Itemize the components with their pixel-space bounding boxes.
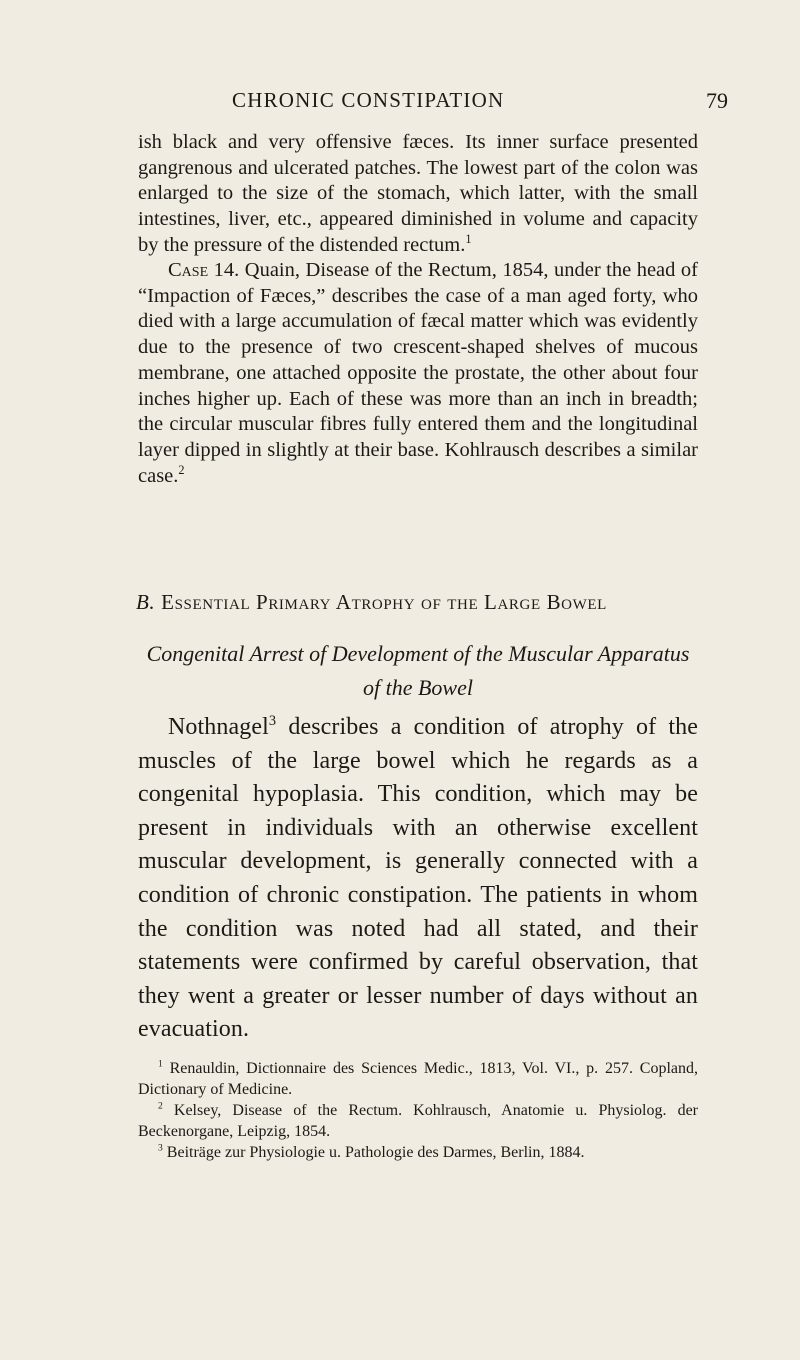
paragraph-continued xyxy=(138,130,698,259)
paragraph-case-14 xyxy=(138,258,698,489)
footnote-number: 3 xyxy=(158,1142,163,1154)
footnote-number: 2 xyxy=(158,1100,163,1112)
footnote-ref-3: 3 xyxy=(268,713,277,729)
section-title: Essential Primary Atrophy of the Large Bowel xyxy=(161,590,607,614)
footnote-3 xyxy=(138,1142,698,1163)
author-name: Nothnagel xyxy=(168,714,269,740)
section-letter: B. xyxy=(136,590,156,614)
footnote-ref-2: 2 xyxy=(178,462,185,477)
page-number: 79 xyxy=(706,88,728,113)
footnote-text: Beiträge zur Physiologie u. Pathologie des Darmes, Berlin, 1884. xyxy=(162,1144,585,1161)
paragraph-2-text: Quain, Disease of the Rectum, 1854, under the head of “Impaction of Fæces,” describes the case of a man aged forty, who died with a large accumulation of fæcal matter which was evidently due to the presence of two crescent-shaped shelves of mucous membrane, one attached opposite the prostate, the other about four inches higher up. Each of these was more than an inch in breadth; the circular muscular fibres fully entered them and the longitudinal layer dipped in slightly at their base. Kohlrausch describes a similar case. xyxy=(138,259,698,487)
paragraph-1-text: ish black and very offensive fæces. Its inner surface presented gangrenous and ulcerated patches. The lowest part of the colon was enlarged to the size of the stomach, which latter, with the small intestines, liver, etc., appeared diminished in volume and capacity by the pressure of the distended rectum. xyxy=(138,131,698,256)
footnote-number: 1 xyxy=(158,1058,163,1070)
paragraph-3-text: describes a condition of atrophy of the muscles of the large bowel which he regards as a congenital hypoplasia. This condition, which may be present in individuals with an otherwise excellent muscular development, is generally connected with a condition of chronic constipation. The patients in whom the condition was noted had all stated, and their statements were confirmed by careful observation, that they went a greater or lesser number of days without an evacuation. xyxy=(138,714,698,1043)
footnote-1 xyxy=(138,1058,698,1100)
footnote-ref-1: 1 xyxy=(465,231,472,246)
footnote-text: Renauldin, Dictionnaire des Sciences Medic., 1813, Vol. VI., p. 257. Copland, Dictionary of Medicine. xyxy=(138,1060,698,1098)
subheading: Congenital Arrest of Development of the Muscular Apparatus of the Bowel xyxy=(146,641,690,700)
running-title: CHRONIC CONSTIPATION xyxy=(232,88,505,112)
footnote-2 xyxy=(138,1100,698,1142)
footnote-text: Kelsey, Disease of the Rectum. Kohlrausch, Anatomie u. Physiolog. der Beckenorgane, Leipzig, 1854. xyxy=(138,1102,698,1140)
section-heading xyxy=(136,590,716,615)
paragraph-nothnagel xyxy=(138,711,698,1047)
footnotes xyxy=(138,1058,698,1163)
case-label: Case 14. xyxy=(168,259,240,281)
page-header xyxy=(0,88,800,118)
